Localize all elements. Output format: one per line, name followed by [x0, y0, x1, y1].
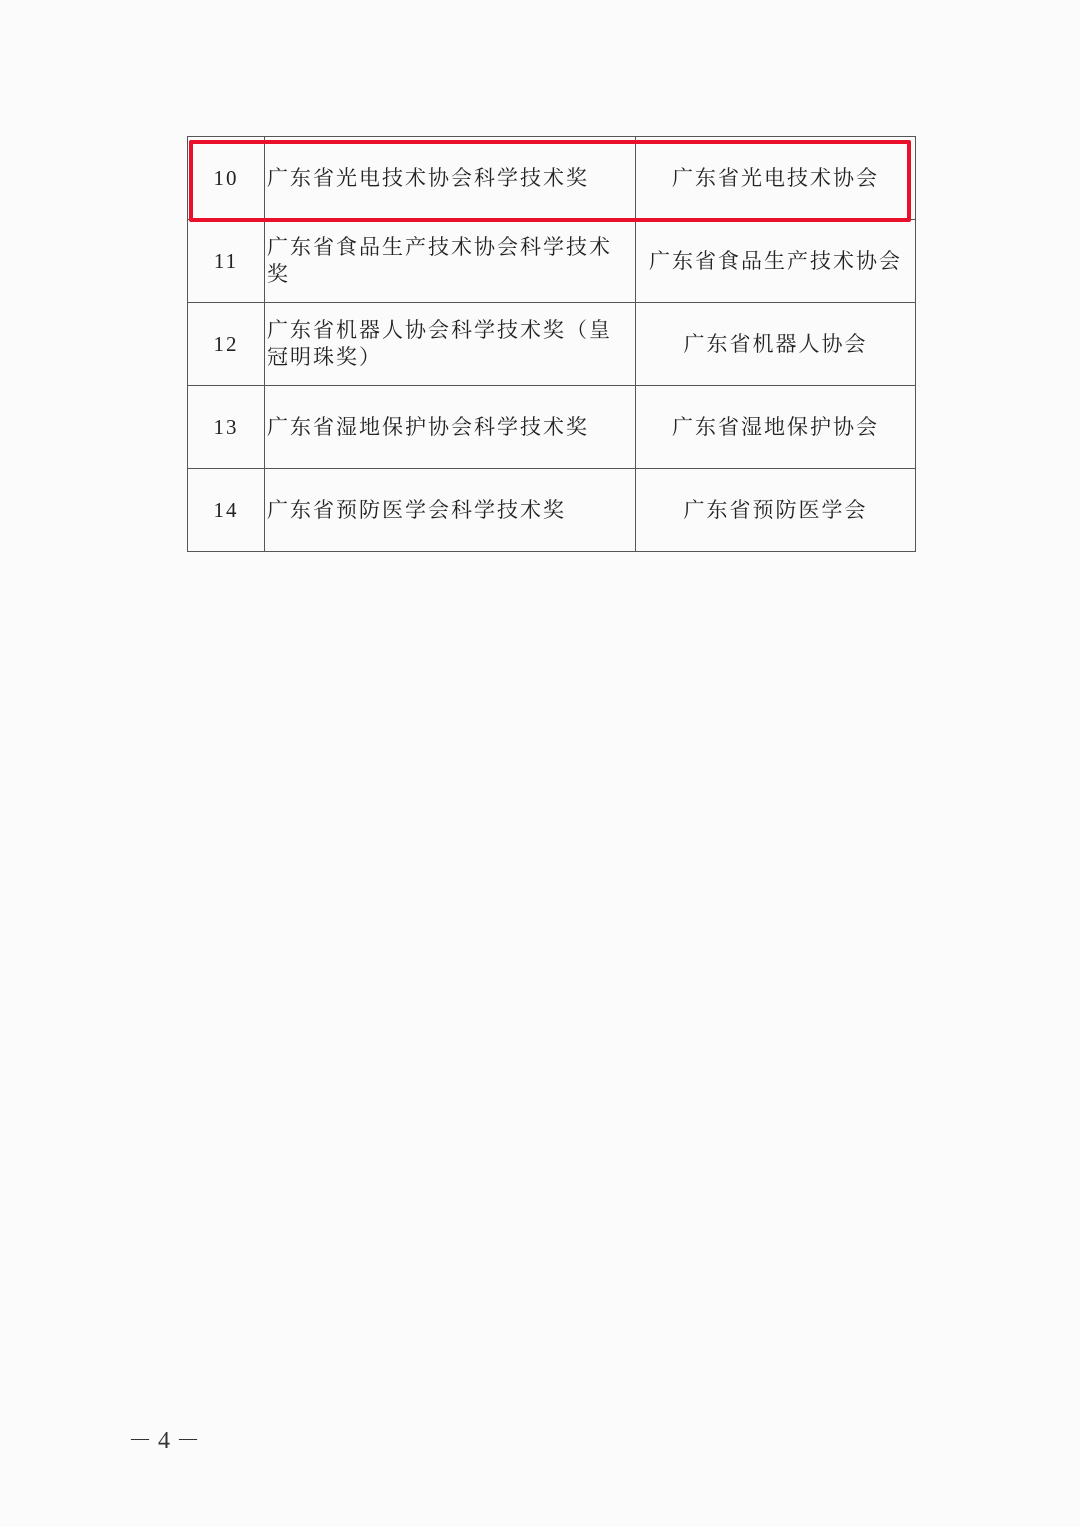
row-number: 13: [188, 386, 265, 469]
organization-name: 广东省食品生产技术协会: [636, 220, 916, 303]
page-number: － 4 －: [128, 1428, 200, 1454]
table-row: [188, 220, 916, 303]
row-number: 11: [188, 220, 265, 303]
award-name: 广东省光电技术协会科学技术奖: [265, 137, 636, 220]
table-row: [188, 386, 916, 469]
row-number: 10: [188, 137, 265, 220]
award-name: 广东省湿地保护协会科学技术奖: [265, 386, 636, 469]
table-row: [188, 303, 916, 386]
table-row: [188, 469, 916, 552]
award-name: 广东省食品生产技术协会科学技术奖: [265, 220, 636, 303]
organization-name: 广东省湿地保护协会: [636, 386, 916, 469]
row-number: 12: [188, 303, 265, 386]
table-row: [188, 137, 916, 220]
award-name: 广东省机器人协会科学技术奖（皇冠明珠奖）: [265, 303, 636, 386]
row-number: 14: [188, 469, 265, 552]
organization-name: 广东省机器人协会: [636, 303, 916, 386]
organization-name: 广东省光电技术协会: [636, 137, 916, 220]
awards-table: [187, 136, 916, 552]
award-name: 广东省预防医学会科学技术奖: [265, 469, 636, 552]
organization-name: 广东省预防医学会: [636, 469, 916, 552]
